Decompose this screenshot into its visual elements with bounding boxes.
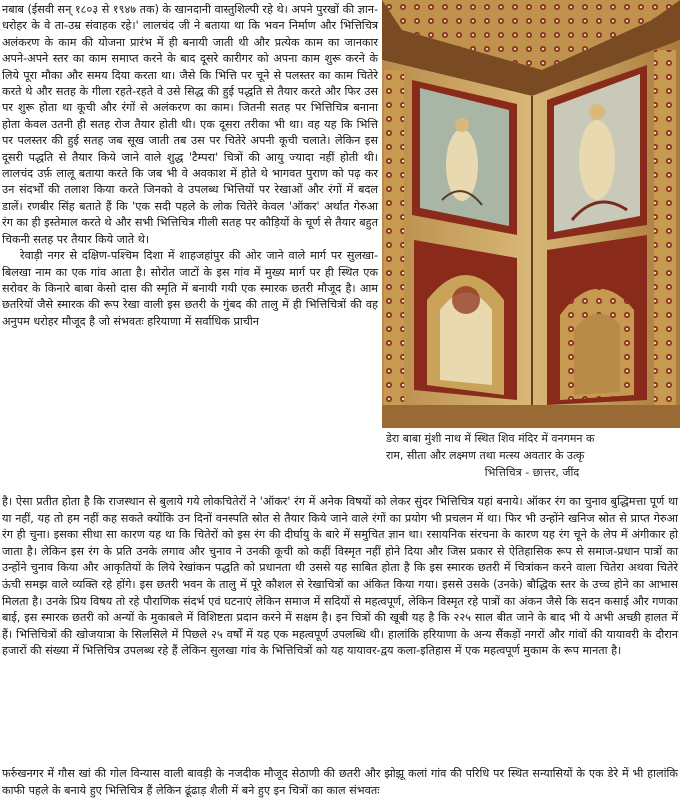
caption-line: भित्तिचित्र - छात्तर, जींद [484,466,580,479]
caption-line: राम, सीता और लक्ष्मण तथा मत्स्य अवतार के उत्कृ [386,449,585,462]
paragraph: नबाब (ईसवी सन् १८०३ से १९४७ तक) के खानदानी वास्तुशिल्पी रहे थे। अपने पुरखों की ज्ञान-धरोहर के वे ता-उम्र संवाहक रहे।' लालचंद जी ने बताया था कि भवन निर्माण और भित्तिचित्र अलंकरण के काम की योजना प्रारंभ में ही बनायी जाती थी और प्रत्येक काम का जानकार अपने-अपने स्तर का काम समाप्त करने के बाद दूसरे कारीगर को अपना काम शुरू करने के लिये पूरा मौका और समय दिया करता था। जैसे कि भित्ति पर चूने से पलस्तर का काम चितेरे करते थे और सतह के गीला रहते-रहते वे उसे सिद्ध की हुई पद्धति से तैयार करते और फिर उस पर शुरू होता था कूची और रंगों से अलंकरण का काम। जितनी सतह पर भित्तिचित्र बनाना होता केवल उतनी ही सतह रोज तैयार होती थी। एक दूसरा तरीका भी था। वह यह कि भित्ति पर पलस्तर की हुई सतह जब सूख जाती तब उस पर चितेरे अपनी कूची चलाते। लेकिन इस दूसरी पद्धति से तैयार किये जाने वाले शुद्ध 'टैम्परा' चित्रों की आयु ज्यादा नहीं होती थी। लालचंद उर्फ़ लालू बताया करते कि जब भी वे अवकाश में होते थे भागवत पुराण को पढ़ कर उन संदर्भों की तलाश किया करते जिनको वे उपलब्ध भित्तियों पर रेखाओं और रंगों में बदल डालें। रणबीर सिंह बताते हैं कि 'एक सदी पहले के लोक चितेरे केवल 'ऑकर' अर्थात गेरुआ रंग का ही इस्तेमाल करते थे और सभी भित्तिचित्र गीली सतह पर कौड़ियों के चूर्ण से तैयार बहुत चिकनी सतह पर तैयार किये जाते थे। [2,3,378,246]
paragraph: है। ऐसा प्रतीत होता है कि राजस्थान से बुलाये गये लोकचितेरों ने 'ऑकर' रंग में अनेक विषयों को लेकर सुंदर भित्तिचित्र यहां बनाये। ऑकर रंग का चुनाव बुद्धिमत्ता पूर्ण था या नहीं, यह तो हम नहीं कह सकते क्योंकि उन दिनों वनस्पति स्रोत से तैयार किये जाने वाले रंगों का प्रयोग भी प्रचलन में था। फिर भी उन्होंने खनिज स्रोत से प्राप्त गेरुआ रंग ही चुना। इसका सीधा सा कारण यह था कि चितेरों को इस रंग की दीर्घायु के बारे में समुचित ज्ञान था। रसायनिक संरचना के कारण यह रंग चूने के लेप में अंगीकार हो जाता है। लेकिन इस रंग के प्रति उनके लगाव और चुनाव ने उनकी कूची को कहीं विस्मृत नहीं होने दिया और जिस प्रकार से ऐतिहासिक रूप से समाज-प्रधान पात्रों का उन्होंने चुनाव किया और आकृतियों के लिये रेखांकन पद्धति को प्रधानता थी उससे यह साबित होता है कि इस स्मारक छतरी में चित्रांकन करने वाला चितेरा अथवा चितेरे ऊंची समझ वाले व्यक्ति रहे होंगे। इस छतरी भवन के तालु में पूरे कौशल से रेखाचित्रों का अंकित किया गया। इससे उसके (उनके) बौद्धिक स्तर के उच्च होने का आभास मिलता है। उनके प्रिय विषय तो रहे पौराणिक संदर्भ एवं घटनाएं लेकिन समाज में सदियों से महत्वपूर्ण, लेकिन विस्मृत रहे पात्रों का अंकन जैसे कि सदन कसाई और गणका बाई, इस स्मारक छतरी को अन्यों के मुकाबले में विशिष्टता प्रदान करने में सक्षम है। इन चित्रों की खूबी यह है कि २२५ साल बीत जाने के बाद भी ये अभी अच्छी हालत में हैं। भित्तिचित्रों की खोजयात्रा के सिलसिले में पिछले २५ वर्षों में यह एक महत्वपूर्ण उपलब्धि थी। हालांकि हरियाणा के अन्य सैंकड़ों नगरों और गांवों की यायावरी के दौरान हजारों की संख्या में भित्तिचित्र उपलब्ध रहे हैं लेकिन सुलखा गांव के भित्तिचित्रों को यह यायावर-द्वय कला-इतिहास में एक महत्वपूर्ण मुकाम के रूप मानता है। [2,495,678,658]
bottom-text [2,766,678,799]
full-width-text [2,494,678,660]
figure-caption [386,430,678,481]
paragraph: फर्रुखनगर में गौस खां की गोल विन्यास वाली बावड़ी के नजदीक मौजूद सेठाणी की छतरी और झोझू कलां गांव की परिधि पर स्थित सन्यासियों के एक डेरे में भी हालांकि काफी पहले के बनाये हुए भित्तिचित्र हैं लेकिन ढूंढाड़ शैली में बने हुए इन चित्रों का काल संभवतः [2,767,678,797]
caption-line: डेरा बाबा मुंशी नाथ में स्थित शिव मंदिर में वनगमन क [386,432,595,445]
mural-photograph [382,0,680,428]
left-column-text [2,2,378,330]
paragraph: रेवाड़ी नगर से दक्षिण-पश्चिम दिशा में शाहजहांपुर की ओर जाने वाले मार्ग पर सुलखा-बिलखा नाम का एक गांव आता है। सोरोत जाटों के इस गांव में मुख्य मार्ग पर ही स्थित एक सरोवर के किनारे बाबा केसो दास की स्मृति में बनायी गयी एक स्मारक छतरी मौजूद है। आम छतरियों जैसे स्मारक की रूप रेखा वाली इस छतरी के गुंबद की तालु में ही भित्तिचित्रों की वह अनुपम धरोहर मौजूद है जो संभवतः हरियाणा में सर्वाधिक प्राचीन [2,249,378,328]
mural-illustration [382,0,680,428]
